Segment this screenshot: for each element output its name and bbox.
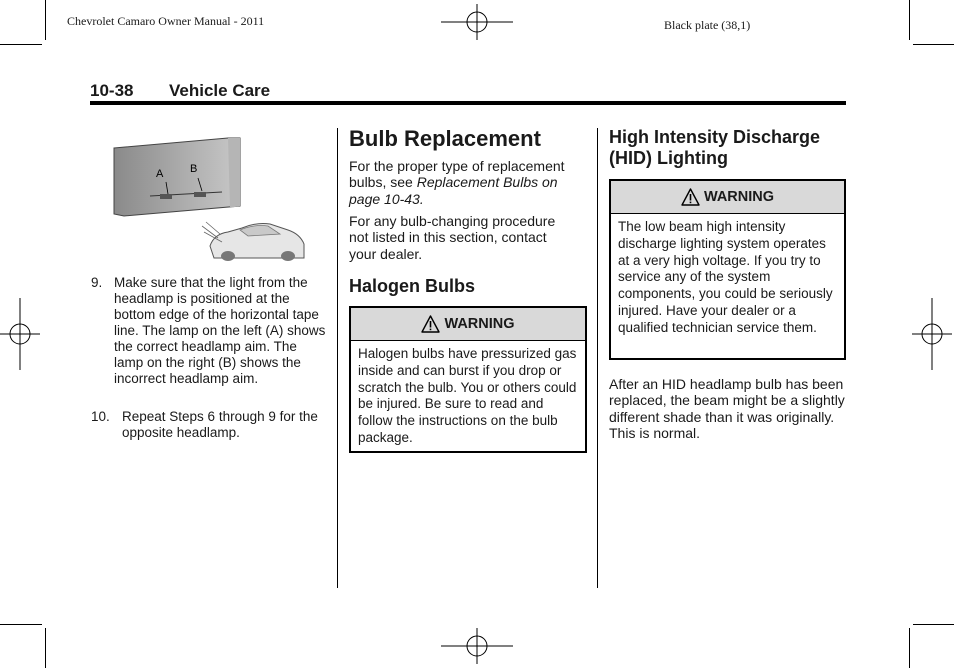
step-text: Repeat Steps 6 through 9 for the opposite headlamp. (122, 409, 318, 440)
warning-label: WARNING (703, 189, 775, 205)
registration-mark-icon (441, 628, 513, 664)
crop-mark (45, 0, 46, 40)
plate-label: Black plate (38,1) (664, 18, 751, 32)
replacement-bulbs-link[interactable]: Replacement Bulbs on page 10-43. (349, 174, 558, 207)
warning-header (611, 181, 844, 214)
crop-mark (0, 44, 42, 45)
crop-mark (913, 624, 954, 625)
manual-title: Chevrolet Camaro Owner Manual - 2011 (67, 14, 265, 28)
bulb-replacement-heading: Bulb Replacement (349, 126, 541, 151)
registration-mark-icon (441, 4, 513, 40)
step-number: 10. (91, 409, 110, 424)
hid-after-text: After an HID headlamp bulb has been replaced, the beam might be a slightly different shade than it was originally. This is normal. (609, 376, 845, 441)
crop-mark (913, 44, 954, 45)
column-divider (337, 128, 338, 588)
warning-label: WARNING (444, 316, 515, 332)
warning-text: The low beam high intensity discharge lighting system operates at a very high voltage. If you try to service any of the system components, you could be seriously injured. Have your dealer or a qualified technician service them. (618, 219, 833, 335)
page-number: 10-38 (90, 81, 134, 100)
registration-mark-icon (0, 298, 40, 370)
column-divider (597, 128, 598, 588)
crop-mark (0, 624, 42, 625)
crop-mark (909, 628, 910, 668)
warning-header (351, 308, 585, 341)
warning-text: Halogen bulbs have pressurized gas inside and can burst if you drop or scratch the bulb. You or others could be injured. Be sure to read and follow the instructions on the bulb package. (358, 346, 577, 445)
label-a: A (156, 168, 164, 180)
crop-mark (909, 0, 910, 40)
hid-warning-box (609, 179, 846, 360)
warning-icon (681, 188, 700, 206)
halogen-warning-box (349, 306, 587, 453)
halogen-heading: Halogen Bulbs (349, 276, 476, 296)
step-text: Make sure that the light from the headlamp is positioned at the bottom edge of the horizontal tape line. The lamp on the left (A) shows the correct headlamp aim. The lamp on the right (B) shows the incorrect headlamp aim. (114, 275, 326, 386)
registration-mark-icon (912, 298, 952, 370)
label-b: B (190, 163, 198, 175)
bulb-replacement-para1: For the proper type of replacement bulbs, see Replacement Bulbs on page 10-43. (349, 158, 565, 207)
warning-icon (421, 315, 440, 333)
crop-mark (45, 628, 46, 668)
bulb-replacement-para2: For any bulb-changing procedure not listed in this section, contact your dealer. (349, 213, 556, 262)
hid-heading: High Intensity Discharge (HID) Lighting (609, 127, 821, 168)
header-rule (90, 101, 846, 105)
headlamp-aim-illustration (110, 134, 310, 264)
step-number: 9. (91, 275, 103, 290)
section-title: Vehicle Care (169, 81, 271, 100)
